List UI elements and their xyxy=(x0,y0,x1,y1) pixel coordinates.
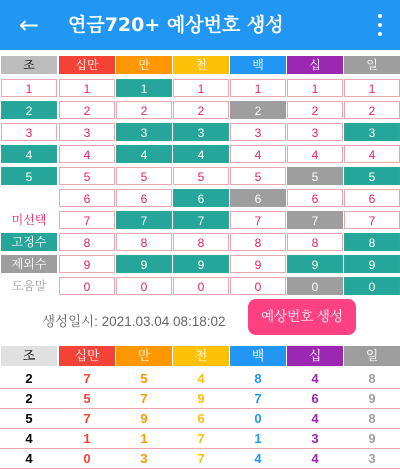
picker-cell[interactable]: 6 xyxy=(344,189,400,207)
picker-header-1: 십만 xyxy=(59,56,115,74)
picker-cell[interactable]: 0 xyxy=(116,277,172,295)
picker-cell[interactable]: 6 xyxy=(173,189,229,207)
result-cell: 0 xyxy=(83,451,91,466)
picker-cell[interactable]: 9 xyxy=(173,255,229,273)
result-cell: 8 xyxy=(368,371,376,386)
picker-cell[interactable]: 0 xyxy=(59,277,115,295)
result-cell: 1 xyxy=(254,431,262,446)
picker-header-2: 만 xyxy=(116,56,172,74)
generate-button[interactable]: 예상번호 생성 xyxy=(248,299,356,335)
result-cell: 9 xyxy=(368,431,376,446)
picker-cell[interactable]: 0 xyxy=(344,277,400,295)
picker-cell[interactable]: 1 xyxy=(59,79,115,97)
results-header-2: 만 xyxy=(116,346,172,366)
result-cell: 5 xyxy=(83,391,91,406)
picker-cell[interactable]: 9 xyxy=(116,255,172,273)
result-cell: 4 xyxy=(254,451,262,466)
picker-cell[interactable]: 6 xyxy=(287,189,343,207)
results-header-5: 십 xyxy=(287,346,343,366)
result-cell: 3 xyxy=(368,451,376,466)
result-cell: 7 xyxy=(83,371,91,386)
result-cell: 3 xyxy=(311,431,319,446)
result-cell: 8 xyxy=(368,411,376,426)
picker-cell[interactable]: 1 xyxy=(230,79,286,97)
picker-cell[interactable]: 9 xyxy=(230,255,286,273)
picker-cell[interactable]: 3 xyxy=(1,123,57,141)
results-header-3: 천 xyxy=(173,346,229,366)
result-cell: 4 xyxy=(311,451,319,466)
result-cell: 5 xyxy=(25,411,33,426)
result-cell: 2 xyxy=(25,371,33,386)
picker-cell[interactable]: 5 xyxy=(59,167,115,185)
picker-cell[interactable]: 9 xyxy=(344,255,400,273)
picker-cell[interactable]: 5 xyxy=(230,167,286,185)
picker-header-4: 백 xyxy=(230,56,286,74)
picker-cell[interactable]: 4 xyxy=(173,145,229,163)
picker-cell[interactable]: 0 xyxy=(287,277,343,295)
picker-cell[interactable]: 7 xyxy=(116,211,172,229)
app-bar xyxy=(0,0,400,50)
result-cell: 5 xyxy=(140,371,148,386)
picker-cell[interactable]: 7 xyxy=(344,211,400,229)
result-cell: 9 xyxy=(140,411,148,426)
picker-cell[interactable]: 3 xyxy=(173,123,229,141)
result-cell: 3 xyxy=(140,451,148,466)
picker-cell[interactable]: 2 xyxy=(344,101,400,119)
picker-cell[interactable]: 2 xyxy=(116,101,172,119)
picker-cell[interactable]: 3 xyxy=(287,123,343,141)
result-cell: 8 xyxy=(254,371,262,386)
picker-cell[interactable]: 2 xyxy=(1,101,57,119)
picker-cell[interactable]: 5 xyxy=(344,167,400,185)
picker-cell[interactable]: 7 xyxy=(287,211,343,229)
result-cell: 7 xyxy=(254,391,262,406)
results-header-4: 백 xyxy=(230,346,286,366)
result-cell: 1 xyxy=(83,431,91,446)
picker-cell[interactable]: 8 xyxy=(287,233,343,251)
picker-cell[interactable]: 0 xyxy=(173,277,229,295)
picker-cell[interactable]: 5 xyxy=(116,167,172,185)
picker-cell[interactable]: 8 xyxy=(59,233,115,251)
picker-header-6: 일 xyxy=(344,56,400,74)
picker-cell[interactable]: 1 xyxy=(116,79,172,97)
picker-cell[interactable]: 2 xyxy=(173,101,229,119)
picker-cell[interactable]: 4 xyxy=(116,145,172,163)
picker-cell[interactable]: 4 xyxy=(344,145,400,163)
picker-label-7[interactable]: 고정수 xyxy=(1,233,57,251)
picker-cell[interactable]: 6 xyxy=(116,189,172,207)
generated-time: 생성일시: 2021.03.04 08:18:02 xyxy=(42,314,226,329)
result-cell: 7 xyxy=(140,391,148,406)
picker-cell[interactable]: 1 xyxy=(344,79,400,97)
page-title: 연금720+ 예상번호 생성 xyxy=(68,14,284,36)
picker-cell[interactable]: 5 xyxy=(287,167,343,185)
picker-cell[interactable]: 6 xyxy=(59,189,115,207)
picker-cell[interactable]: 8 xyxy=(173,233,229,251)
picker-cell[interactable]: 8 xyxy=(344,233,400,251)
picker-cell[interactable]: 4 xyxy=(230,145,286,163)
picker-cell[interactable]: 4 xyxy=(287,145,343,163)
picker-cell[interactable]: 7 xyxy=(59,211,115,229)
result-cell: 4 xyxy=(25,451,33,466)
picker-cell[interactable]: 1 xyxy=(287,79,343,97)
result-cell: 4 xyxy=(25,431,33,446)
result-cell: 4 xyxy=(311,411,319,426)
picker-cell[interactable]: 9 xyxy=(59,255,115,273)
results-header-6: 일 xyxy=(344,346,400,366)
picker-cell[interactable]: 5 xyxy=(173,167,229,185)
picker-header-5: 십 xyxy=(287,56,343,74)
picker-cell[interactable]: 2 xyxy=(230,101,286,119)
result-cell: 9 xyxy=(197,391,205,406)
result-cell: 6 xyxy=(311,391,319,406)
result-cell: 4 xyxy=(197,371,205,386)
result-cell: 7 xyxy=(197,431,205,446)
result-cell: 6 xyxy=(197,411,205,426)
picker-cell[interactable]: 3 xyxy=(116,123,172,141)
result-cell: 0 xyxy=(254,411,262,426)
picker-cell[interactable]: 2 xyxy=(59,101,115,119)
picker-cell[interactable]: 3 xyxy=(59,123,115,141)
picker-cell[interactable]: 5 xyxy=(1,167,57,185)
picker-header-3: 천 xyxy=(173,56,229,74)
results-header-1: 십만 xyxy=(59,346,115,366)
picker-cell[interactable]: 8 xyxy=(230,233,286,251)
picker-label-8[interactable]: 제외수 xyxy=(1,255,57,273)
picker-header-0: 조 xyxy=(1,56,57,74)
result-cell: 2 xyxy=(25,391,33,406)
picker-label-6[interactable]: 미선택 xyxy=(11,213,47,227)
picker-cell[interactable]: 7 xyxy=(230,211,286,229)
picker-cell[interactable]: 6 xyxy=(230,189,286,207)
more-vert-icon[interactable] xyxy=(368,8,392,42)
results-header-0: 조 xyxy=(1,346,57,366)
picker-label-9[interactable]: 도움말 xyxy=(11,279,47,293)
result-cell: 1 xyxy=(140,431,148,446)
result-cell: 9 xyxy=(368,391,376,406)
result-cell: 7 xyxy=(197,451,205,466)
picker-cell[interactable]: 1 xyxy=(1,79,57,97)
arrow-back-icon[interactable]: ← xyxy=(18,11,40,39)
picker-cell[interactable]: 0 xyxy=(230,277,286,295)
result-cell: 7 xyxy=(83,411,91,426)
picker-cell[interactable]: 9 xyxy=(287,255,343,273)
picker-cell[interactable]: 7 xyxy=(173,211,229,229)
picker-cell[interactable]: 4 xyxy=(1,145,57,163)
picker-cell[interactable]: 1 xyxy=(173,79,229,97)
picker-cell[interactable]: 2 xyxy=(287,101,343,119)
picker-cell[interactable]: 4 xyxy=(59,145,115,163)
picker-cell[interactable]: 8 xyxy=(116,233,172,251)
picker-cell[interactable]: 3 xyxy=(230,123,286,141)
result-cell: 4 xyxy=(311,371,319,386)
picker-cell[interactable]: 3 xyxy=(344,123,400,141)
